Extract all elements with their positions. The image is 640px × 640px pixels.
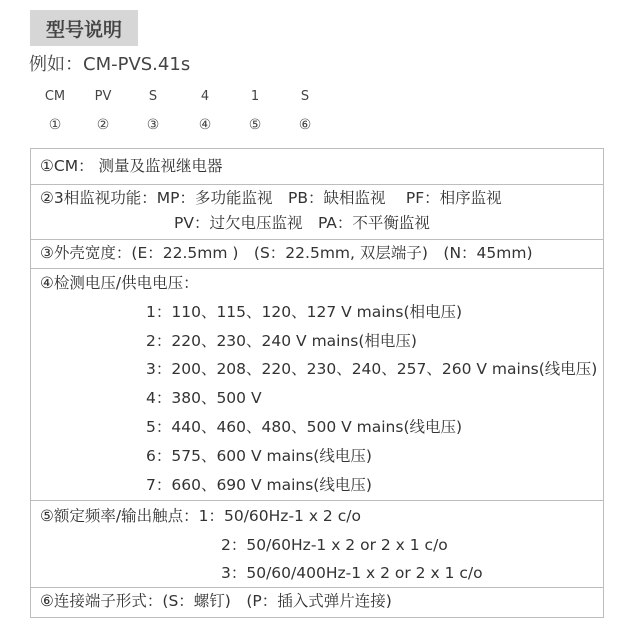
code-part-2	[83, 90, 123, 132]
spec-row-terminal	[31, 587, 603, 617]
spec-row-housing	[31, 239, 603, 268]
voltage-option: 5：440、460、480、500 V mains(线电压)	[146, 417, 463, 436]
spec-text: ①CM： 测量及监视继电器	[40, 157, 223, 175]
code-part-1	[35, 90, 75, 132]
code-part-text: PV	[94, 89, 112, 104]
spec-text: ②3相监视功能：MP：多功能监视 PB：缺相监视 PF：相序监视	[40, 189, 502, 207]
code-part-number: ③	[146, 117, 160, 133]
frequency-option: 3：50/60/400Hz-1 x 2 or 2 x 1 c/o	[221, 564, 483, 582]
code-part-text: 1	[250, 89, 260, 104]
code-part-6	[285, 90, 325, 132]
code-part-number: ②	[96, 117, 110, 133]
code-part-4	[185, 90, 225, 132]
code-part-number: ⑥	[298, 117, 312, 133]
spec-row-voltage	[31, 268, 603, 500]
spec-text: ⑥连接端子形式：(S：螺钉) (P：插入式弹片连接)	[40, 592, 392, 610]
voltage-option: 2：220、230、240 V mains(相电压)	[146, 331, 417, 350]
voltage-option: 3：200、208、220、230、240、257、260 V mains(线电压)	[146, 360, 598, 379]
voltage-option: 1：110、115、120、127 V mains(相电压)	[146, 302, 463, 321]
code-part-5	[235, 90, 275, 132]
voltage-option: 4：380、500 V	[146, 389, 262, 408]
code-part-number: ①	[48, 117, 62, 133]
model-example: 例如：CM-PVS.41s	[29, 54, 191, 75]
frequency-option: ⑤额定频率/输出触点：1：50/60Hz-1 x 2 c/o	[40, 507, 361, 525]
spec-text: ④检测电压/供电电压：	[40, 274, 199, 292]
spec-row-frequency	[31, 500, 603, 587]
spec-text: PV：过欠电压监视 PA：不平衡监视	[174, 214, 430, 232]
code-part-text: S	[148, 89, 158, 104]
section-title: 型号说明	[30, 10, 138, 46]
frequency-option: 2：50/60Hz-1 x 2 or 2 x 1 c/o	[221, 535, 448, 554]
code-part-text: S	[300, 89, 310, 104]
code-part-number: ⑤	[248, 117, 262, 133]
code-part-text: CM	[44, 89, 66, 104]
code-part-text: 4	[200, 89, 210, 104]
code-part-3	[133, 90, 173, 132]
code-part-number: ④	[198, 117, 212, 133]
model-spec-table	[30, 148, 604, 618]
spec-row-series	[31, 149, 603, 184]
voltage-option: 7：660、690 V mains(线电压)	[146, 475, 372, 494]
spec-row-function	[31, 184, 603, 239]
voltage-option: 6：575、600 V mains(线电压)	[146, 446, 372, 465]
spec-text: ③外壳宽度：(E：22.5mm ) (S：22.5mm, 双层端子) (N：45mm)	[40, 244, 533, 262]
